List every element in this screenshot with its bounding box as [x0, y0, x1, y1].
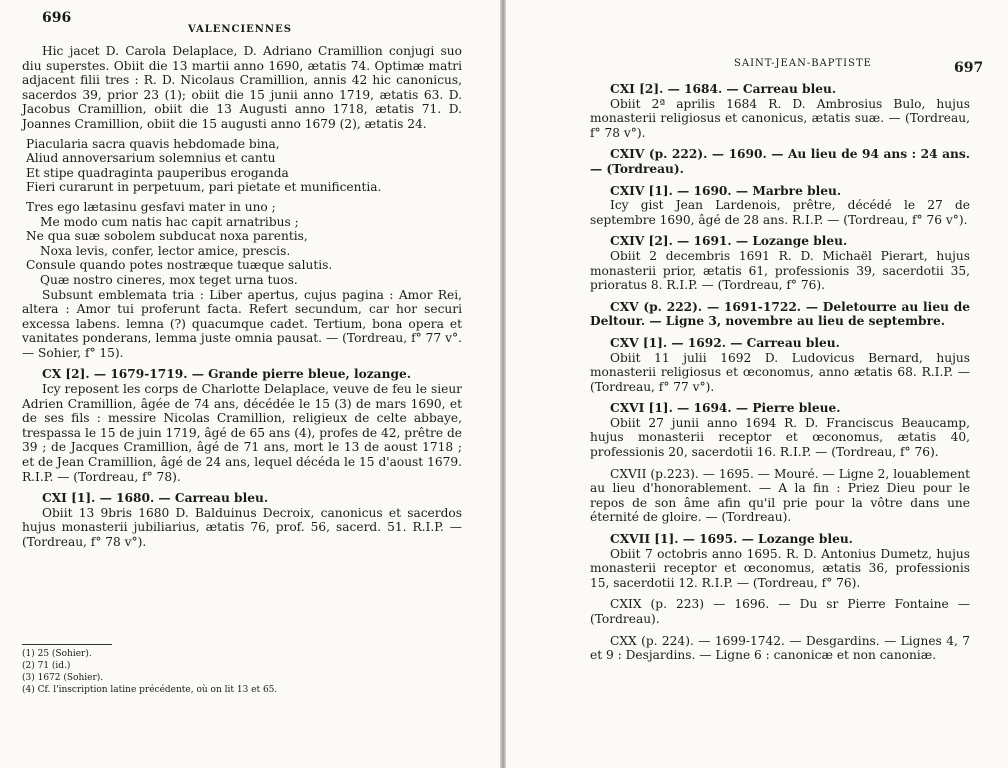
- right-body: [590, 82, 970, 663]
- verse-line: Piacularia sacra quavis hebdomade bina,: [26, 136, 280, 151]
- entry-text: CXVII (p.223). — 1695. — Mouré. — Ligne 2, louablement au lieu d'honorablement. — A la fin : Priez Dieu pour le repos de son âme afin qu'il prie pour la vôtre dans une éternité de gloire. — (Tordreau).: [590, 466, 970, 525]
- epitaph-paragraph: Hic jacet D. Carola Delaplace, D. Adriano Cramillion conjugi suo diu superstes. Obiit die 13 martii anno 1690, ætatis 74. Optimæ matri adjacent filii tres : R. D. Nicolaus Cramillion, annis 42 hic canonicus, sacerdos 39, prior 23 (1); obiit die 15 junii anno 1719, ætatis 63. D. Jacobus Cramillion, obiit die 13 Augusti anno 1718, ætatis 71. D. Joannes Cramillion, obiit die 15 augusti anno 1679 (2), ætatis 24.: [22, 44, 462, 131]
- page-number: 697: [954, 60, 984, 76]
- footnote: (1) 25 (Sohier).: [22, 649, 92, 659]
- entry-heading: CXI [1]. — 1680. — Carreau bleu.: [42, 491, 269, 506]
- verse-line: Noxa levis, confer, lector amice, prescis.: [40, 243, 291, 258]
- entry-text: Obiit 13 9bris 1680 D. Balduinus Decroix, canonicus et sacerdos hujus monasterii jubiliarius, ætatis 76, prof. 56, sacerd. 51. R.I.P. — (Tordreau, f° 78 v°).: [22, 505, 462, 549]
- verse-line: Et stipe quadraginta pauperibus eroganda: [26, 165, 289, 180]
- verse-line: Fieri curarunt in perpetuum, pari pietate et munificentia.: [26, 180, 382, 195]
- footnote: (3) 1672 (Sohier).: [22, 673, 104, 683]
- entry-heading: CXI [2]. — 1684. — Carreau bleu.: [610, 82, 837, 96]
- verse-line: Consule quando potes nostræque tuæque salutis.: [26, 258, 333, 273]
- entry-heading: CXIV [1]. — 1690. — Marbre bleu.: [610, 183, 842, 198]
- left-page: [0, 0, 502, 768]
- verse-line: Aliud annoversarium solemnius et cantu: [26, 151, 276, 166]
- entry-text: CXIX (p. 223) — 1696. — Du sr Pierre Fontaine — (Tordreau).: [590, 597, 970, 626]
- footnote: (2) 71 (id.): [22, 661, 71, 671]
- entry-heading: CX [2]. — 1679-1719. — Grande pierre bleue, lozange.: [42, 367, 411, 382]
- entry-text: Icy reposent les corps de Charlotte Delaplace, veuve de feu le sieur Adrien Cramillion, âgée de 74 ans, décédée le 15 (3) de mars 1690, et de ses fils : messire Nicolas Cramillion, religieux de celte abbaye, trespassa le 15 de juin 1719, âgé de 65 ans (4), profes de 42, prêtre de 39 ; de Jacques Cramillion, âgé de 71 ans, mort le 13 de aoust 1718 ; et de Jean Cramillion, âgé de 24 ans, lequel décéda le 15 d'aoust 1679. R.I.P. — (Tordreau, f° 78).: [22, 382, 462, 484]
- page-number: 696: [42, 10, 72, 26]
- verse-line: Tres ego lætasinu gesfavi mater in uno ;: [26, 199, 276, 214]
- entry-text: Obiit 7 octobris anno 1695. R. D. Antonius Dumetz, hujus monasterii receptor et œconomus, ætatis 36, professionis 15, sacerdotii 12. R.I.P. — (Tordreau, f° 76).: [590, 546, 970, 590]
- entry-heading: CXV (p. 222). — 1691-1722. — Deletourre au lieu de Deltour. — Ligne 3, novembre au lieu de septembre.: [590, 299, 970, 329]
- footnote-rule: [22, 644, 112, 645]
- footnotes: [22, 644, 462, 696]
- emblems-paragraph: Subsunt emblemata tria : Liber apertus, cujus pagina : Amor Rei, altera : Amor tui proferunt facta. Refert secundum, car hor securi excessa labens. lemna (?) quacumque cadet. Tertium, bona opera et vanitates ponderans, lemma juste omnia pausat. — (Tordreau, f° 77 v°. — Sohier, f° 15).: [22, 287, 462, 360]
- entry-heading: CXVI [1]. — 1694. — Pierre bleue.: [610, 401, 841, 416]
- left-body: [22, 44, 462, 550]
- entry-text: CXX (p. 224). — 1699-1742. — Desgardins. — Lignes 4, 7 et 9 : Desjardins. — Ligne 6 : canonicæ et non canoniæ.: [590, 633, 970, 663]
- entry-heading: CXIV [2]. — 1691. — Lozange bleu.: [610, 234, 848, 249]
- entry-text: Obiit 2 decembris 1691 R. D. Michaël Pierart, hujus monasterii prior, ætatis 61, professionis 39, sacerdotii 35, prioratus 8. R.I.P. — (Tordreau, f° 76).: [590, 248, 970, 293]
- entry-heading: CXVII [1]. — 1695. — Lozange bleu.: [610, 532, 853, 547]
- verse-line: Me modo cum natis hac capit arnatribus ;: [40, 214, 299, 229]
- entry-text: Obiit 2ª aprilis 1684 R. D. Ambrosius Bulo, hujus monasterii religiosus et canonicus, ætatis suæ. — (Tordreau, f° 78 v°).: [590, 96, 970, 140]
- entry-text: Obiit 27 junii anno 1694 R. D. Franciscus Beaucamp, hujus monasterii receptor et œconomus, ætatis 40, professionis 20, sacerdotii 16. R.I.P. — (Tordreau, f° 76).: [590, 415, 970, 460]
- entry-text: Icy gist Jean Lardenois, prêtre, décédé le 27 de septembre 1690, âgé de 28 ans. R.I.P. — (Tordreau, f° 76 v°).: [590, 198, 970, 227]
- right-page: [506, 0, 1008, 768]
- entry-heading: CXIV (p. 222). — 1690. — Au lieu de 94 ans : 24 ans. — (Tordreau).: [590, 147, 970, 176]
- verse-line: Ne qua suæ sobolem subducat noxa parentis,: [26, 229, 308, 244]
- running-head: SAINT-JEAN-BAPTISTE: [734, 58, 872, 69]
- entry-text: Obiit 11 julii 1692 D. Ludovicus Bernard, hujus monasterii religiosus et œconomus, anno ætatis 68. R.I.P. — (Tordreau, f° 77 v°).: [590, 350, 970, 394]
- entry-heading: CXV [1]. — 1692. — Carreau bleu.: [610, 335, 840, 350]
- running-head: VALENCIENNES: [188, 24, 292, 35]
- footnote: (4) Cf. l'inscription latine précédente, où on lit 13 et 65.: [22, 685, 278, 695]
- verse-line: Quæ nostro cineres, mox teget urna tuos.: [40, 272, 298, 287]
